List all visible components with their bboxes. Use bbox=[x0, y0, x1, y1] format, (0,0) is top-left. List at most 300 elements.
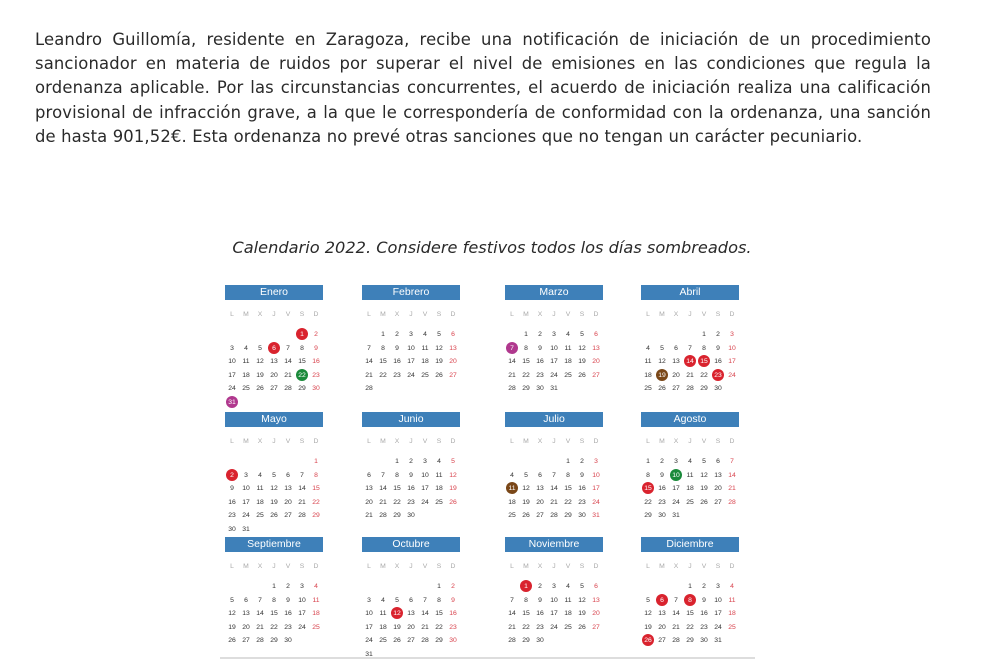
weekday-label: D bbox=[729, 311, 735, 318]
calendar-day: 27 bbox=[658, 637, 666, 644]
weekday-label: M bbox=[243, 311, 249, 318]
calendar-day: 23 bbox=[700, 623, 708, 631]
calendar-caption: Calendario 2022. Considere festivos todos los días sombreados. bbox=[232, 238, 752, 257]
calendar-day: 22 bbox=[700, 371, 708, 379]
calendar-day: 14 bbox=[298, 485, 306, 492]
calendar-day: 4 bbox=[510, 471, 514, 479]
calendar-day: 28 bbox=[550, 512, 558, 519]
calendar-day: 4 bbox=[314, 583, 318, 590]
calendar-day: 8 bbox=[646, 471, 650, 479]
calendar-day: 18 bbox=[242, 371, 250, 379]
calendar-day: 30 bbox=[578, 512, 586, 519]
weekday-label: J bbox=[552, 563, 556, 570]
calendar-day: 15 bbox=[270, 610, 278, 617]
calendar-day: 19 bbox=[578, 358, 586, 365]
calendar-day: 31 bbox=[550, 385, 558, 392]
calendar-day: 13 bbox=[536, 485, 544, 492]
calendar-day: 8 bbox=[314, 471, 318, 479]
calendar-day: 2 bbox=[580, 458, 584, 465]
calendar-day: 18 bbox=[564, 610, 572, 617]
calendar-day: 9 bbox=[716, 344, 720, 352]
calendar-day: 29 bbox=[564, 512, 572, 519]
calendar-day: 9 bbox=[538, 596, 542, 604]
calendar-day: 1 bbox=[702, 331, 706, 338]
calendar-day: 10 bbox=[714, 596, 722, 604]
calendar-day: 23 bbox=[284, 623, 292, 631]
calendar-day: 7 bbox=[674, 596, 678, 604]
calendar-day: 4 bbox=[258, 471, 262, 479]
weekday-label: D bbox=[593, 311, 599, 318]
calendar-day: 20 bbox=[536, 498, 544, 506]
calendar-day: 21 bbox=[508, 371, 516, 379]
calendar-day: 12 bbox=[449, 471, 457, 479]
calendar-day: 17 bbox=[242, 498, 250, 506]
calendar-day: 14 bbox=[728, 471, 736, 479]
calendar-day: 13 bbox=[714, 471, 722, 479]
calendar-day: 12 bbox=[256, 358, 264, 365]
calendar-day: 24 bbox=[592, 498, 600, 506]
calendar-day: 20 bbox=[592, 358, 600, 365]
month-febrero bbox=[362, 282, 462, 407]
holiday-day: 8 bbox=[683, 595, 697, 606]
calendar-day: 12 bbox=[228, 610, 236, 617]
weekday-label: X bbox=[257, 563, 263, 570]
weekday-label: X bbox=[257, 438, 263, 445]
calendar-day: 7 bbox=[552, 471, 556, 479]
calendar-day: 9 bbox=[230, 485, 234, 492]
month-octubre bbox=[362, 534, 462, 659]
weekday-label: S bbox=[579, 311, 585, 318]
calendar-day: 10 bbox=[421, 471, 429, 479]
calendar-day: 6 bbox=[367, 471, 371, 479]
weekday-label: J bbox=[409, 563, 413, 570]
month-abril bbox=[641, 282, 741, 407]
calendar-day: 24 bbox=[714, 623, 722, 631]
calendar-day: 6 bbox=[594, 583, 598, 590]
calendar-day: 16 bbox=[228, 498, 236, 506]
calendar-day: 26 bbox=[270, 512, 278, 519]
weekday-label: X bbox=[673, 311, 679, 318]
calendar-day: 5 bbox=[580, 331, 584, 338]
calendar-day: 8 bbox=[272, 596, 276, 604]
calendar-day: 7 bbox=[300, 471, 304, 479]
calendar-day: 29 bbox=[686, 637, 694, 644]
calendar-day: 23 bbox=[578, 498, 586, 506]
calendar-day: 26 bbox=[228, 637, 236, 644]
weekday-label: X bbox=[537, 563, 543, 570]
weekday-label: V bbox=[285, 311, 291, 318]
calendar-day: 18 bbox=[644, 371, 652, 379]
calendar-day: 11 bbox=[564, 596, 572, 604]
calendar-day: 9 bbox=[451, 596, 455, 604]
calendar-day: 8 bbox=[300, 344, 304, 352]
weekday-label: L bbox=[367, 311, 371, 318]
calendar-day: 12 bbox=[700, 471, 708, 479]
calendar-day: 29 bbox=[644, 512, 652, 519]
weekday-label: X bbox=[673, 438, 679, 445]
holiday-day: 31 bbox=[225, 397, 239, 408]
calendar-day: 29 bbox=[393, 512, 401, 519]
calendar-day: 9 bbox=[660, 471, 664, 479]
calendar-day: 25 bbox=[644, 385, 652, 392]
calendar-day: 24 bbox=[365, 637, 373, 644]
weekday-label: S bbox=[299, 311, 305, 318]
calendar-day: 25 bbox=[564, 371, 572, 379]
weekday-label: V bbox=[285, 563, 291, 570]
calendar-day: 26 bbox=[578, 623, 586, 631]
calendar-day: 12 bbox=[522, 485, 530, 492]
calendar-day: 21 bbox=[672, 623, 680, 631]
month-header: Enero bbox=[225, 285, 323, 300]
calendar-day: 23 bbox=[536, 623, 544, 631]
calendar-day: 22 bbox=[312, 498, 320, 506]
calendar-day: 3 bbox=[230, 344, 234, 352]
calendar-day: 1 bbox=[395, 458, 399, 465]
calendar-day: 4 bbox=[566, 583, 570, 590]
calendar-day: 12 bbox=[270, 485, 278, 492]
calendar-day: 24 bbox=[242, 512, 250, 519]
calendar-day: 9 bbox=[395, 344, 399, 352]
calendar-day: 31 bbox=[714, 637, 722, 644]
calendar-day: 1 bbox=[437, 583, 441, 590]
calendar-day: 6 bbox=[594, 331, 598, 338]
calendar-day: 16 bbox=[449, 610, 457, 617]
weekday-label: L bbox=[510, 438, 514, 445]
weekday-label: J bbox=[688, 563, 692, 570]
calendar-day: 10 bbox=[592, 471, 600, 479]
calendar-day: 30 bbox=[449, 637, 457, 644]
calendar-day: 6 bbox=[538, 471, 542, 479]
calendar-day: 13 bbox=[407, 610, 415, 617]
calendar-day: 5 bbox=[451, 458, 455, 465]
calendar-day: 7 bbox=[510, 596, 514, 604]
calendar-day: 22 bbox=[686, 623, 694, 631]
calendar-day: 19 bbox=[449, 485, 457, 492]
calendar-day: 2 bbox=[702, 583, 706, 590]
calendar-day: 2 bbox=[538, 583, 542, 590]
calendar-day: 20 bbox=[284, 498, 292, 506]
month-header: Octubre bbox=[362, 537, 460, 552]
calendar-day: 26 bbox=[435, 371, 443, 379]
calendar-day: 25 bbox=[421, 371, 429, 379]
holiday-day: 15 bbox=[697, 356, 711, 367]
month-noviembre bbox=[505, 534, 605, 659]
calendar-day: 3 bbox=[716, 583, 720, 590]
calendar-day: 2 bbox=[716, 331, 720, 338]
calendar-day: 1 bbox=[381, 331, 385, 338]
weekday-label: X bbox=[673, 563, 679, 570]
calendar-day: 13 bbox=[242, 610, 250, 617]
calendar-day: 15 bbox=[522, 358, 530, 365]
calendar-day: 2 bbox=[660, 458, 664, 465]
calendar-day: 16 bbox=[312, 358, 320, 365]
weekday-label: S bbox=[579, 563, 585, 570]
weekday-label: L bbox=[646, 563, 650, 570]
calendar-day: 11 bbox=[242, 358, 250, 365]
calendar-day: 23 bbox=[312, 371, 320, 379]
calendar-day: 13 bbox=[672, 358, 680, 365]
month-julio bbox=[505, 409, 605, 534]
calendar-day: 2 bbox=[395, 331, 399, 338]
month-marzo bbox=[505, 282, 605, 407]
calendar-day: 31 bbox=[365, 650, 373, 658]
calendar-day: 2 bbox=[409, 458, 413, 465]
calendar-day: 19 bbox=[522, 498, 530, 506]
calendar-day: 14 bbox=[284, 358, 292, 365]
calendar-day: 24 bbox=[550, 371, 558, 379]
calendar-day: 27 bbox=[407, 637, 415, 644]
calendar-day: 27 bbox=[592, 371, 600, 379]
calendar-day: 18 bbox=[435, 485, 443, 492]
calendar-day: 19 bbox=[578, 610, 586, 617]
calendar-day: 9 bbox=[580, 471, 584, 479]
calendar-day: 17 bbox=[421, 485, 429, 492]
calendar-day: 4 bbox=[381, 596, 385, 604]
calendar-day: 29 bbox=[522, 637, 530, 644]
calendar-day: 1 bbox=[688, 583, 692, 590]
calendar-day: 7 bbox=[286, 344, 290, 352]
calendar-day: 20 bbox=[449, 358, 457, 365]
calendar-day: 30 bbox=[658, 512, 666, 519]
calendar-day: 30 bbox=[700, 637, 708, 644]
calendar-day: 9 bbox=[538, 344, 542, 352]
weekday-label: X bbox=[394, 438, 400, 445]
weekday-label: V bbox=[565, 563, 571, 570]
calendar-day: 11 bbox=[256, 485, 264, 492]
calendar-day: 13 bbox=[592, 596, 600, 604]
calendar-day: 5 bbox=[580, 583, 584, 590]
calendar-day: 27 bbox=[242, 637, 250, 644]
calendar-day: 19 bbox=[270, 498, 278, 506]
calendar-day: 11 bbox=[379, 610, 387, 617]
calendar-day: 30 bbox=[284, 637, 292, 644]
calendar-day: 5 bbox=[258, 344, 262, 352]
calendar-day: 22 bbox=[379, 371, 387, 379]
holiday-day: 6 bbox=[267, 343, 281, 354]
calendar-day: 3 bbox=[552, 583, 556, 590]
calendar-day: 27 bbox=[672, 385, 680, 392]
holiday-day: 15 bbox=[641, 483, 655, 494]
weekday-label: D bbox=[729, 438, 735, 445]
weekday-label: M bbox=[523, 311, 529, 318]
calendar-day: 14 bbox=[672, 610, 680, 617]
weekday-label: L bbox=[230, 311, 234, 318]
calendar-day: 2 bbox=[538, 331, 542, 338]
weekday-label: J bbox=[272, 311, 276, 318]
calendar-day: 6 bbox=[716, 458, 720, 465]
holiday-day: 1 bbox=[519, 581, 533, 592]
weekday-label: M bbox=[659, 563, 665, 570]
calendar-day: 4 bbox=[688, 458, 692, 465]
calendar-day: 9 bbox=[702, 596, 706, 604]
month-header: Junio bbox=[362, 412, 460, 427]
calendar-day: 15 bbox=[393, 485, 401, 492]
calendar-day: 18 bbox=[312, 610, 320, 617]
calendar-day: 15 bbox=[298, 358, 306, 365]
weekday-label: V bbox=[422, 563, 428, 570]
calendar-day: 4 bbox=[566, 331, 570, 338]
calendar-day: 17 bbox=[728, 358, 736, 365]
weekday-label: M bbox=[380, 438, 386, 445]
calendar-day: 19 bbox=[435, 358, 443, 365]
calendar-day: 11 bbox=[686, 471, 694, 479]
weekday-label: M bbox=[243, 563, 249, 570]
calendar-day: 27 bbox=[714, 498, 722, 506]
calendar-day: 6 bbox=[244, 596, 248, 604]
calendar-day: 10 bbox=[728, 344, 736, 352]
calendar-day: 16 bbox=[393, 358, 401, 365]
calendar-day: 7 bbox=[381, 471, 385, 479]
calendar-day: 9 bbox=[286, 596, 290, 604]
month-header: Septiembre bbox=[225, 537, 323, 552]
calendar-day: 7 bbox=[688, 344, 692, 352]
calendar-day: 4 bbox=[244, 344, 248, 352]
calendar-day: 23 bbox=[536, 371, 544, 379]
calendar-day: 20 bbox=[407, 623, 415, 631]
calendar-day: 3 bbox=[730, 331, 734, 338]
weekday-label: D bbox=[450, 438, 456, 445]
calendar-day: 2 bbox=[451, 583, 455, 590]
weekday-label: V bbox=[422, 438, 428, 445]
weekday-label: M bbox=[380, 311, 386, 318]
holiday-day: 23 bbox=[711, 370, 725, 381]
calendar-day: 21 bbox=[379, 498, 387, 506]
calendar-day: 13 bbox=[449, 344, 457, 352]
calendar-day: 5 bbox=[437, 331, 441, 338]
calendar-day: 16 bbox=[578, 485, 586, 492]
weekday-label: V bbox=[285, 438, 291, 445]
holiday-day: 6 bbox=[655, 595, 669, 606]
problem-statement: Leandro Guillomía, residente en Zaragoza, recibe una notificación de iniciación de un procedimiento sancionador en materia de ruidos por superar el nivel de emisiones en las condiciones que regula la ordenanza aplicable. Por las circunstancias concurrentes, el acuerdo de iniciación realiza una calificación provisional de infracción grave, a la que le correspondería de conformidad con la ordenanza, una sanción de hasta 901,52€. Esta ordenanza no prevé otras sanciones que no tengan un carácter pecuniario. bbox=[35, 30, 931, 146]
calendar-day: 17 bbox=[228, 371, 236, 379]
calendar-day: 8 bbox=[395, 471, 399, 479]
weekday-label: D bbox=[313, 563, 319, 570]
calendar-day: 27 bbox=[284, 512, 292, 519]
holiday-day: 10 bbox=[669, 470, 683, 481]
calendar-day: 30 bbox=[228, 525, 236, 533]
calendar-day: 25 bbox=[379, 637, 387, 644]
calendar-day: 11 bbox=[564, 344, 572, 352]
calendar-day: 24 bbox=[421, 498, 429, 506]
calendar-day: 3 bbox=[674, 458, 678, 465]
weekday-label: M bbox=[523, 438, 529, 445]
calendar-day: 28 bbox=[728, 498, 736, 506]
calendar-day: 24 bbox=[728, 371, 736, 379]
weekday-label: L bbox=[510, 311, 514, 318]
calendar-day: 13 bbox=[592, 344, 600, 352]
calendar-day: 28 bbox=[298, 512, 306, 519]
calendar-day: 20 bbox=[672, 371, 680, 379]
calendar-day: 30 bbox=[536, 637, 544, 644]
calendar-day: 22 bbox=[270, 623, 278, 631]
calendar-day: 8 bbox=[524, 344, 528, 352]
calendar-day: 29 bbox=[312, 512, 320, 519]
calendar-day: 6 bbox=[409, 596, 413, 604]
holiday-day: 26 bbox=[641, 635, 655, 646]
calendar-day: 28 bbox=[421, 637, 429, 644]
month-enero bbox=[225, 282, 325, 407]
calendar-day: 4 bbox=[423, 331, 427, 338]
calendar-day: 21 bbox=[365, 512, 373, 519]
calendar-day: 11 bbox=[312, 596, 320, 604]
weekday-label: D bbox=[729, 563, 735, 570]
calendar-day: 10 bbox=[242, 485, 250, 492]
calendar-day: 13 bbox=[365, 485, 373, 492]
calendar-day: 15 bbox=[435, 610, 443, 617]
calendar-day: 10 bbox=[298, 596, 306, 604]
calendar-day: 28 bbox=[379, 512, 387, 519]
calendar-day: 6 bbox=[674, 344, 678, 352]
calendar-day: 26 bbox=[658, 385, 666, 392]
calendar-day: 23 bbox=[407, 498, 415, 506]
weekday-label: L bbox=[230, 438, 234, 445]
holiday-day: 19 bbox=[655, 370, 669, 381]
calendar-day: 12 bbox=[578, 596, 586, 604]
calendar-day: 7 bbox=[367, 344, 371, 352]
calendar-day: 22 bbox=[522, 623, 530, 631]
weekday-label: J bbox=[552, 311, 556, 318]
weekday-label: L bbox=[367, 438, 371, 445]
calendar-day: 5 bbox=[272, 471, 276, 479]
calendar-day: 6 bbox=[451, 331, 455, 338]
calendar-day: 12 bbox=[658, 358, 666, 365]
month-header: Febrero bbox=[362, 285, 460, 300]
calendar-day: 28 bbox=[256, 637, 264, 644]
calendar-day: 19 bbox=[228, 623, 236, 631]
calendar-day: 17 bbox=[550, 610, 558, 617]
calendar-day: 27 bbox=[592, 623, 600, 631]
calendar-day: 14 bbox=[256, 610, 264, 617]
calendar-day: 7 bbox=[423, 596, 427, 604]
calendar-day: 28 bbox=[284, 385, 292, 392]
calendar-day: 30 bbox=[312, 385, 320, 392]
calendar-day: 25 bbox=[435, 498, 443, 506]
calendar-day: 25 bbox=[564, 623, 572, 631]
weekday-label: D bbox=[593, 438, 599, 445]
calendar-day: 1 bbox=[646, 458, 650, 465]
calendar-day: 11 bbox=[644, 358, 652, 365]
calendar-day: 5 bbox=[524, 471, 528, 479]
calendar-day: 18 bbox=[379, 623, 387, 631]
holiday-day: 7 bbox=[505, 343, 519, 354]
calendar-day: 14 bbox=[365, 358, 373, 365]
calendar-day: 8 bbox=[437, 596, 441, 604]
calendar-day: 17 bbox=[550, 358, 558, 365]
calendar-day: 27 bbox=[536, 512, 544, 519]
weekday-label: J bbox=[552, 438, 556, 445]
calendar-day: 28 bbox=[365, 385, 373, 392]
calendar-day: 23 bbox=[449, 623, 457, 631]
calendar-day: 22 bbox=[435, 623, 443, 631]
calendar-day: 17 bbox=[407, 358, 415, 365]
calendar-day: 13 bbox=[658, 610, 666, 617]
weekday-label: L bbox=[646, 311, 650, 318]
calendar-day: 28 bbox=[686, 385, 694, 392]
calendar-day: 22 bbox=[564, 498, 572, 506]
weekday-label: J bbox=[409, 311, 413, 318]
calendar-day: 16 bbox=[407, 485, 415, 492]
weekday-label: J bbox=[272, 438, 276, 445]
calendar-day: 22 bbox=[393, 498, 401, 506]
calendar-day: 8 bbox=[566, 471, 570, 479]
month-septiembre bbox=[225, 534, 325, 659]
holiday-day: 12 bbox=[390, 608, 404, 619]
calendar-day: 8 bbox=[702, 344, 706, 352]
calendar-day: 1 bbox=[272, 583, 276, 590]
weekday-label: M bbox=[243, 438, 249, 445]
calendar-day: 16 bbox=[284, 610, 292, 617]
calendar-day: 15 bbox=[686, 610, 694, 617]
